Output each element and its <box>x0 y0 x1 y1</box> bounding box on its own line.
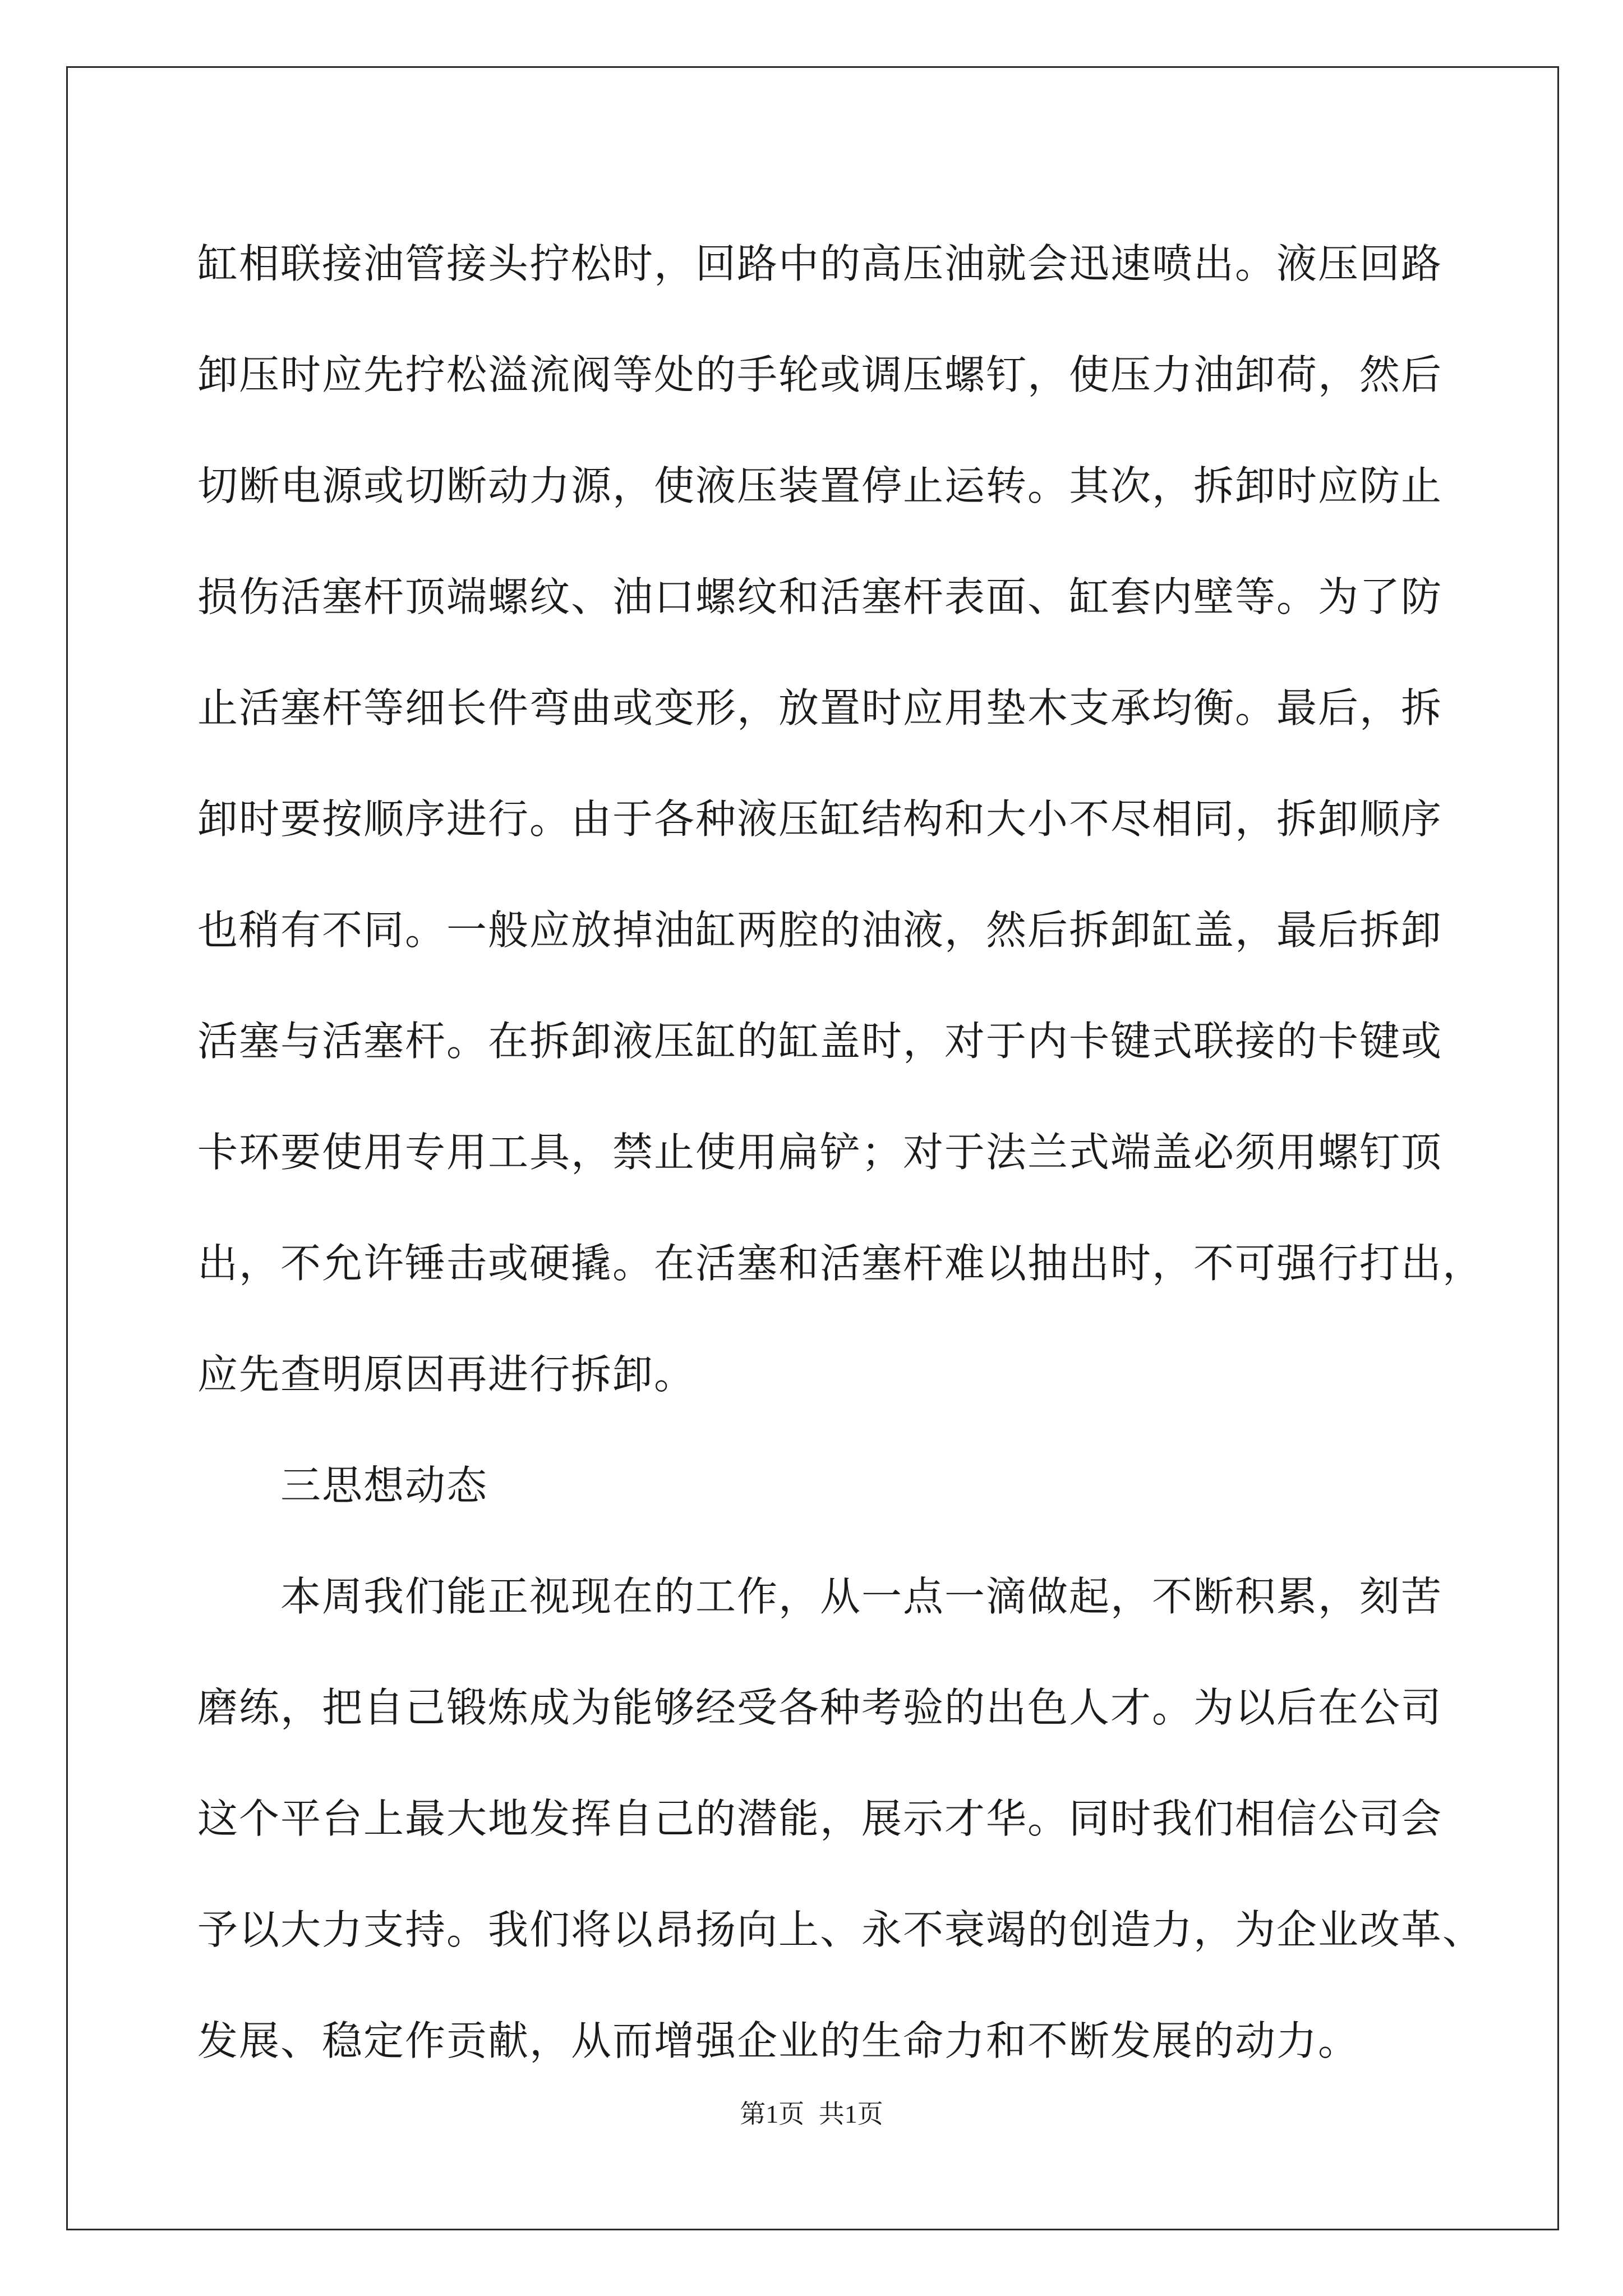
text-line: 止活塞杆等细长件弯曲或变形，放置时应用垫木支承均衡。最后，拆 <box>197 684 1443 731</box>
text-line: 损伤活塞杆顶端螺纹、油口螺纹和活塞杆表面、缸套内壁等。为了防 <box>197 573 1443 620</box>
text-line: 卸时要按顺序进行。由于各种液压缸结构和大小不尽相同，拆卸顺序 <box>197 795 1443 843</box>
text-line: 活塞与活塞杆。在拆卸液压缸的缸盖时，对于内卡键式联接的卡键或 <box>197 1018 1443 1065</box>
text-line: 出，不允许锤击或硬撬。在活塞和活塞杆难以抽出时，不可强行打出， <box>197 1240 1484 1287</box>
text-line: 发展、稳定作贡献，从而增强企业的生命力和不断发展的动力。 <box>197 2017 1360 2064</box>
document-body <box>197 208 1484 2096</box>
text-line: 予以大力支持。我们将以昂扬向上、永不衰竭的创造力，为企业改革、 <box>197 1906 1484 1953</box>
text-line: 应先查明原因再进行拆卸。 <box>197 1351 696 1398</box>
text-line: 这个平台上最大地发挥自己的潜能，展示才华。同时我们相信公司会 <box>197 1795 1443 1842</box>
text-line: 本周我们能正视现在的工作，从一点一滴做起，不断积累，刻苦 <box>280 1573 1443 1620</box>
section-heading: 三思想动态 <box>280 1462 488 1509</box>
text-line: 切断电源或切断动力源，使液压装置停止运转。其次，拆卸时应防止 <box>197 462 1443 509</box>
text-line: 卸压时应先拧松溢流阀等处的手轮或调压螺钉，使压力油卸荷，然后 <box>197 351 1443 398</box>
text-line: 也稍有不同。一般应放掉油缸两腔的油液，然后拆卸缸盖，最后拆卸 <box>197 907 1443 954</box>
page-total: 共1页 <box>818 2100 883 2128</box>
text-line: 缸相联接油管接头拧松时，回路中的高压油就会迅速喷出。液压回路 <box>197 240 1443 287</box>
text-line: 磨练，把自己锻炼成为能够经受各种考验的出色人才。为以后在公司 <box>197 1684 1443 1731</box>
page-number: 第1页 <box>740 2100 805 2128</box>
text-line: 卡环要使用专用工具，禁止使用扁铲；对于法兰式端盖必须用螺钉顶 <box>197 1129 1443 1176</box>
page-footer <box>0 2093 1623 2131</box>
